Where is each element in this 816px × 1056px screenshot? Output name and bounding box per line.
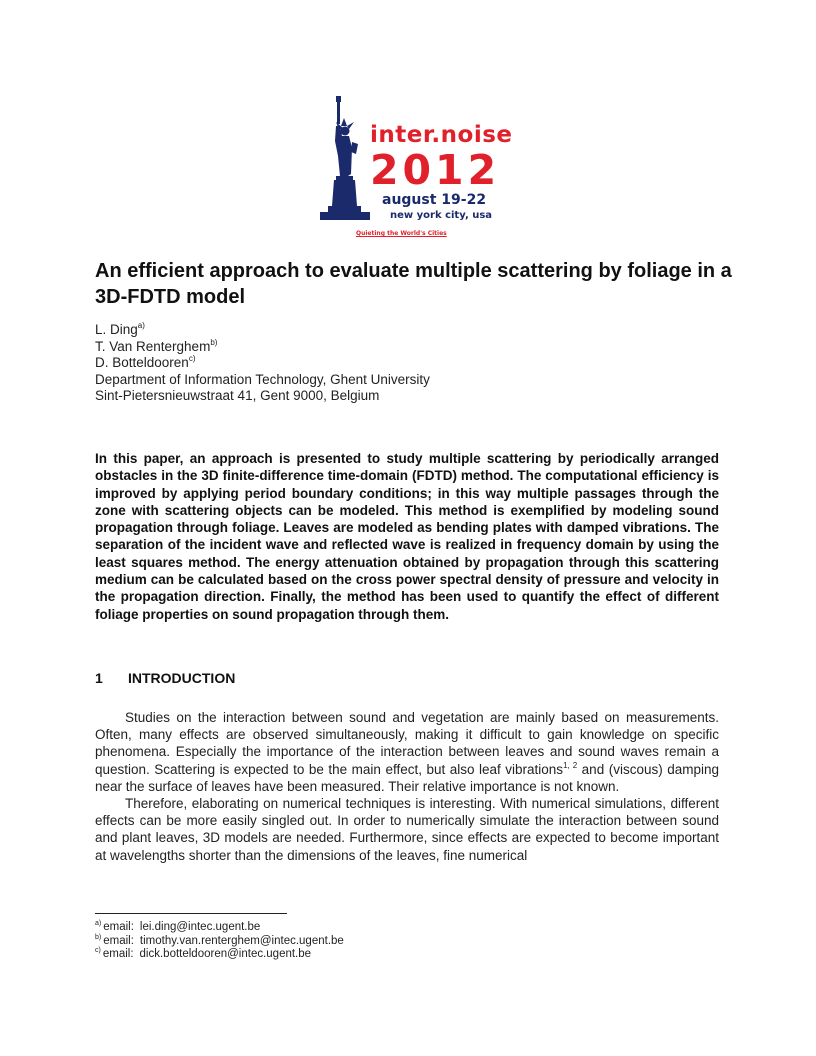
footnote-rule [95, 913, 287, 914]
body-paragraph [95, 709, 719, 795]
abstract: In this paper, an approach is presented to study multiple scattering by periodically arranged obstacles in the 3D finite-difference time-domain (FDTD) method. The computational efficiency is improved by applying period boundary conditions; in this way multiple passages through the zone with scattering objects can be modeled. This method is exemplified by modeling sound propagation through foliage. Leaves are modeled as bending plates with damped vibrations. The separation of the incident wave and reflected wave is realized in frequency domain by using the least squares method. The energy attenuation obtained by propagation through this scattering medium can be calculated based on the cross power spectral density of pressure and velocity in the propagation direction. Finally, the method has been used to quantify the effect of different foliage properties on sound propagation through them. [95, 451, 719, 622]
conference-logo [318, 96, 513, 246]
citation-ref: 1, 2 [563, 760, 578, 770]
email-address: dick.botteldooren@intec.ugent.be [139, 948, 312, 961]
footnotes [95, 921, 344, 962]
author-block [95, 322, 430, 405]
author-footnote-mark: c) [188, 354, 196, 363]
author-line [95, 355, 430, 372]
body-paragraph: Therefore, elaborating on numerical techniques is interesting. With numerical simulations, different effects can be more easily singled out. In order to numerically simulate the interaction between sound and plant leaves, 3D models are needed. Furthermore, since effects are expected to become important at wavelengths shorter than the dimensions of the leaves, fine numerical [95, 796, 719, 863]
section-title: INTRODUCTION [128, 670, 236, 686]
logo-wordmark: inter.noise [370, 122, 513, 148]
footnote-mark: a) [95, 920, 102, 927]
footnote [95, 935, 344, 949]
footnote [95, 921, 344, 935]
email-address: lei.ding@intec.ugent.be [139, 921, 261, 933]
logo-dates: august 19-22 [382, 192, 487, 208]
logo-tagline: Quieting the World's Cities [356, 230, 447, 237]
footnote-label: email: [103, 921, 134, 933]
author-footnote-mark: b) [210, 337, 218, 347]
statue-of-liberty-icon [318, 96, 378, 228]
logo-year: 2012 [370, 146, 501, 194]
paragraph-text: and (viscous) damping near the surface of leaves have been measured. Their relative importance is not known. [95, 761, 719, 794]
author-name: D. Botteldooren [95, 355, 189, 370]
footnote [95, 948, 344, 962]
affiliation-line: Department of Information Technology, Ghent University [95, 371, 430, 387]
footnote-label: email: [103, 934, 134, 947]
author-footnote-mark: a) [137, 321, 145, 330]
author-line [95, 322, 430, 339]
author-line [95, 339, 430, 356]
paragraph-text: Studies on the interaction between sound and vegetation are mainly based on measurements. Often, many effects are observed simultaneously, making it difficult to gain knowledge on specific phenomena. Especially the importance of the interaction between leaves and sound waves remain a question. Scattering is expected to be the main effect, but also leaf vibrations [95, 710, 719, 777]
footnote-mark: c) [95, 947, 101, 955]
email-address: timothy.van.renterghem@intec.ugent.be [139, 934, 344, 947]
author-name: T. Van Renterghem [95, 338, 211, 354]
section-number: 1 [95, 670, 103, 686]
logo-location: new york city, usa [390, 210, 493, 221]
paper-title: An efficient approach to evaluate multiple scattering by foliage in a 3D-FDTD model [95, 260, 732, 308]
body-text [95, 709, 719, 864]
section-heading [95, 670, 235, 686]
footnote-label: email: [102, 948, 134, 961]
address-line: Sint-Pietersnieuwstraat 41, Gent 9000, Belgium [95, 388, 380, 403]
author-name: L. Ding [95, 322, 138, 337]
footnote-mark: b) [95, 933, 102, 941]
